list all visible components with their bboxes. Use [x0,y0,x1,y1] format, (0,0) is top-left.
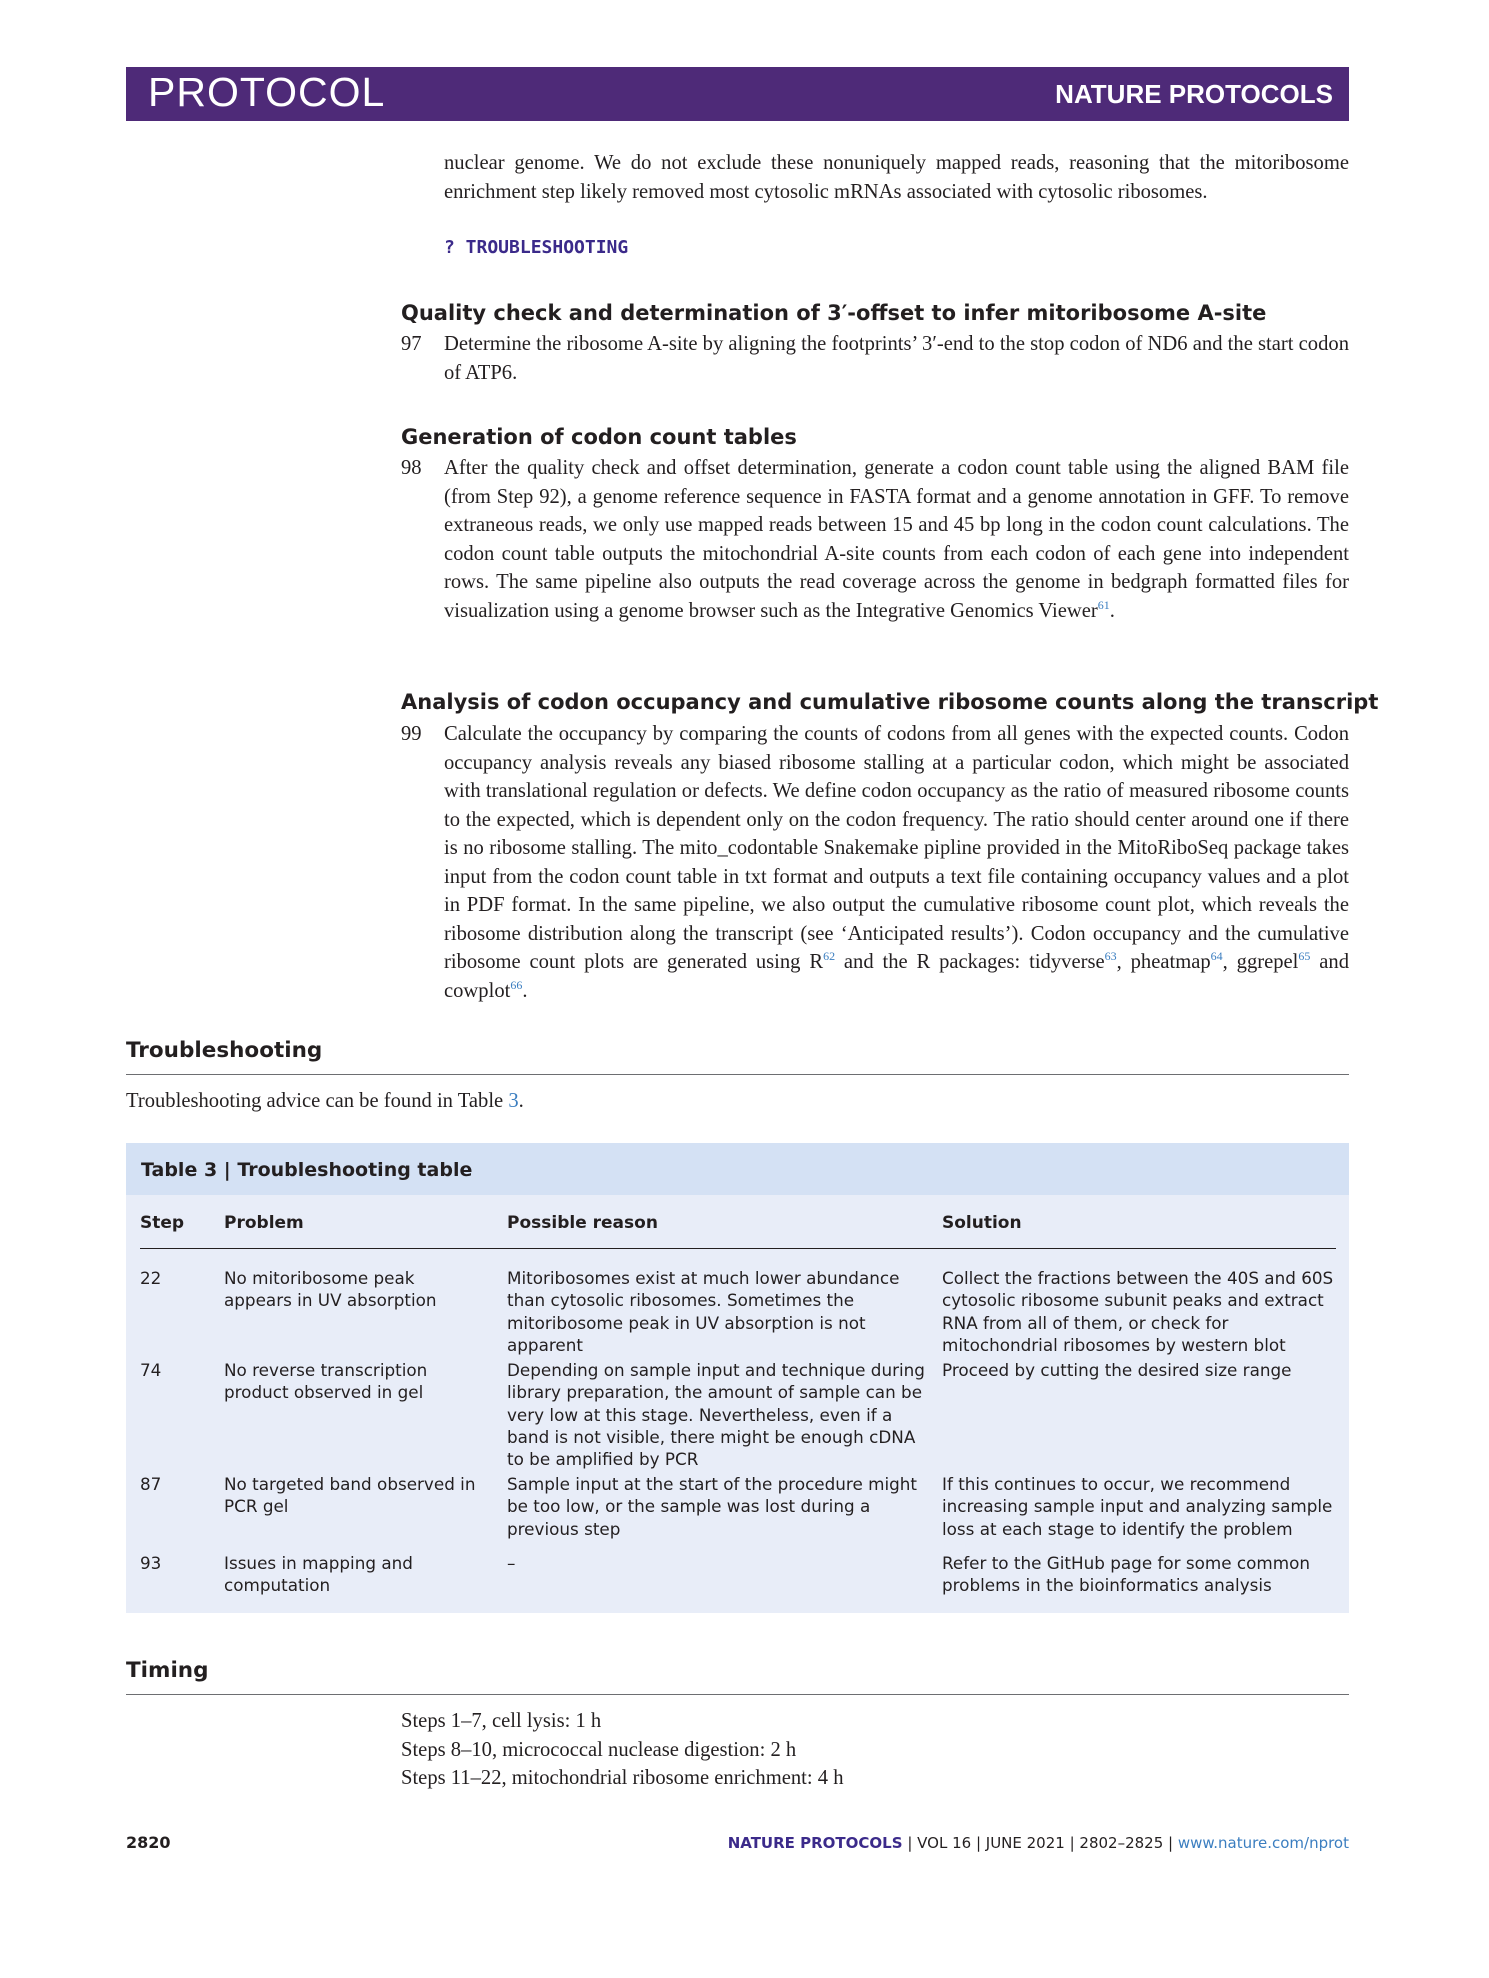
intro-paragraph: nuclear genome. We do not exclude these nonuniquely mapped reads, reasoning that the mitoribosome enrichment step likely removed most cytosolic mRNAs associated with cytosolic ribosomes. [444,152,1349,203]
table-caption: Table 3 | Troubleshooting table [126,1143,1349,1195]
table-cell-reason: – [507,1553,516,1573]
timing-list [401,1707,844,1793]
table-cell-reason: Depending on sample input and technique during library preparation, the amount of sample can be very low at this stage. Nevertheless, even if a band is not visible, there might be enough cDNA to be amplified by PCR [507,1360,925,1470]
section-heading-99: Analysis of codon occupancy and cumulative ribosome counts along the transcript [401,690,1379,714]
step-number: 99 [401,723,422,745]
reference-link[interactable]: 62 [823,949,836,964]
troubleshooting-section [126,1038,1349,1075]
table-cell-step: 93 [140,1553,162,1573]
footer-volume: VOL 16 [917,1834,972,1852]
header-section-label: PROTOCOL [148,69,386,115]
step-text: After the quality check and offset determination, generate a codon count table using the aligned BAM file (from Step 92), a genome reference sequence in FASTA format and a genome annotation in GFF. To remove extraneous reads, we only use mapped reads between 15 and 45 bp long in the codon count calculations. The codon count table outputs the mitochondrial A-site counts from each codon of each gene into independent rows. The same pipeline also outputs the read coverage across the genome in bedgraph formatted files for visualization using a genome browser such as the Integrative Genomics Viewer$^{61}$. [444,457,1349,622]
table-cell-problem: No reverse transcription product observed in gel [224,1360,428,1403]
footer-citation: NATURE PROTOCOLS | VOL 16 | JUNE 2021 | 2802–2825 | www.nature.com/nprot [727,1834,1349,1852]
table-cell-problem: No targeted band observed in PCR gel [224,1474,476,1517]
section-heading-97: Quality check and determination of 3′-offset to infer mitoribosome A-site [401,301,1267,325]
column-header-step: Step [140,1213,185,1233]
table-cell-step: 22 [140,1268,162,1288]
troubleshooting-link[interactable]: ? TROUBLESHOOTING [444,237,629,258]
table-cell-problem: No mitoribosome peak appears in UV absorption [224,1268,437,1311]
page-number: 2820 [126,1833,171,1852]
table-cell-solution: If this continues to occur, we recommend increasing sample input and analyzing sample loss at each stage to identify the problem [942,1474,1333,1539]
table-cell-solution: Refer to the GitHub page for some common problems in the bioinformatics analysis [942,1553,1310,1596]
timing-line: Steps 1–7, cell lysis: 1 h [401,1710,602,1732]
reference-link[interactable]: 61 [1097,597,1110,612]
table-cell-reason: Sample input at the start of the procedure might be too low, or the sample was lost during a previous step [507,1474,917,1539]
column-header-reason: Possible reason [507,1213,658,1233]
table-cell-solution: Proceed by cutting the desired size range [942,1360,1292,1380]
table-cell-reason: Mitoribosomes exist at much lower abundance than cytosolic ribosomes. Sometimes the mitoribosome peak in UV absorption is not apparent [507,1268,900,1355]
header-rule [140,1248,1336,1249]
troubleshooting-table [126,1143,1349,1613]
step-text: Determine the ribosome A-site by aligning the footprints’ 3′-end to the stop codon of ND6 and the start codon of ATP6. [444,333,1349,384]
timing-line: Steps 8–10, micrococcal nuclease digestion: 2 h [401,1738,797,1761]
footer-date: JUNE 2021 [985,1834,1065,1852]
reference-link[interactable]: 63 [1104,949,1117,964]
step-number: 97 [401,333,422,355]
footer-url-link[interactable]: www.nature.com/nprot [1177,1834,1349,1852]
table-link[interactable]: 3 [508,1090,519,1112]
table-cell-step: 87 [140,1474,162,1494]
section-title: Timing [126,1658,209,1683]
reference-link[interactable]: 66 [510,977,523,992]
timing-line: Steps 11–22, mitochondrial ribosome enrichment: 4 h [401,1767,844,1789]
timing-section [126,1658,1349,1695]
table-cell-problem: Issues in mapping and computation [224,1553,413,1596]
footer-pages: 2802–2825 [1079,1834,1164,1852]
step-number: 98 [401,457,422,479]
troubleshooting-text: Troubleshooting advice can be found in Table 3. [126,1090,524,1112]
page-header [126,67,1349,121]
footer-journal: NATURE PROTOCOLS [727,1834,903,1852]
step-text: Calculate the occupancy by comparing the counts of codons from all genes with the expected counts. Codon occupancy analysis reveals any biased ribosome stalling at a particular codon, which might be associated with translational regulation or defects. We define codon occupancy as the ratio of measured ribosome counts to the expected, which is dependent only on the codon frequency. The ratio should center around one if there is no ribosome stalling. The mito_codontable Snakemake pipline provided in the MitoRiboSeq package takes input from the codon count table in txt format and outputs a text file containing occupancy values and a plot in PDF format. In the same pipeline, we also output the cumulative ribosome count plot, which reveals the ribosome distribution along the transcript (see ‘Anticipated results’). Codon occupancy and the cumulative ribosome count plots are generated using $R^{62}$ and the R packages: tidyverse$^{63}$, pheatmap$^{64}$, ggrepel$^{65}$ and cowplot$^{66}$. [444,723,1349,1002]
reference-link[interactable]: 64 [1210,949,1223,964]
column-header-problem: Problem [224,1213,304,1233]
section-heading-98: Generation of codon count tables [401,425,797,449]
reference-link[interactable]: 65 [1298,949,1311,964]
table-cell-solution: Collect the fractions between the 40S and 60S cytosolic ribosome subunit peaks and extract RNA from all of them, or check for mitochondrial ribosomes by western blot [942,1268,1334,1355]
table-cell-step: 74 [140,1360,162,1380]
column-header-solution: Solution [942,1213,1022,1233]
header-journal-name: NATURE PROTOCOLS [1055,79,1333,109]
section-title: Troubleshooting [126,1038,323,1063]
